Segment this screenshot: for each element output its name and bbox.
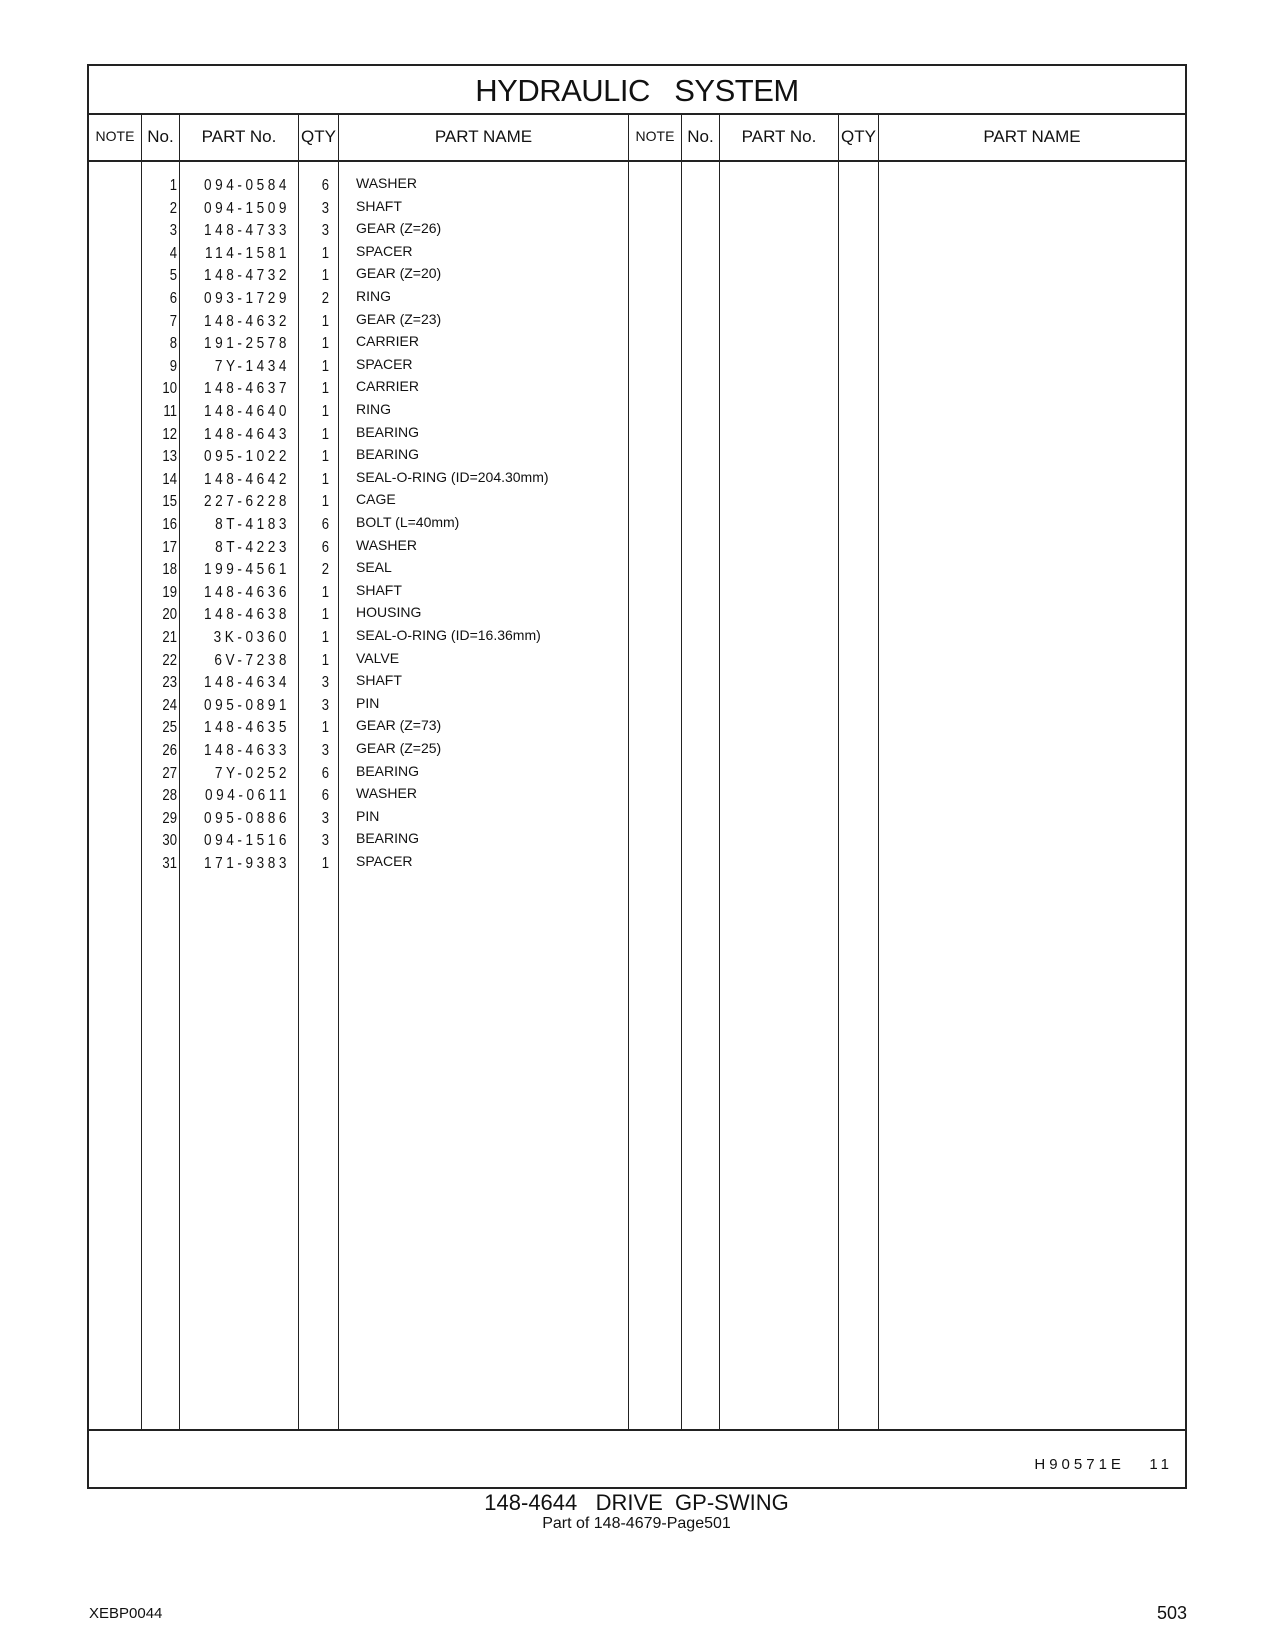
part-number-index: 20 (162, 606, 177, 624)
part-name: GEAR (Z=73) (356, 717, 442, 734)
part-name: GEAR (Z=26) (356, 220, 442, 237)
table-row (89, 423, 1185, 449)
part-number-index: 21 (162, 629, 177, 646)
part-number: 6V-7238 (214, 651, 290, 669)
table-row (89, 674, 1185, 697)
part-quantity: 1 (321, 606, 329, 624)
document-id: XEBP0044 (89, 1605, 163, 1622)
part-number: 095-0886 (203, 809, 290, 827)
part-number: 199-4561 (203, 561, 290, 579)
part-name: CARRIER (356, 333, 420, 350)
column-header-row (89, 113, 1185, 162)
part-name: RING (356, 401, 391, 417)
part-number-index: 15 (162, 493, 177, 511)
table-row (89, 536, 1185, 562)
part-number: 171-9383 (203, 855, 290, 872)
table-row (89, 649, 1185, 675)
part-name: WASHER (356, 536, 417, 553)
part-number: 191-2578 (203, 335, 290, 353)
part-quantity: 1 (321, 719, 329, 737)
table-row (89, 629, 1185, 652)
part-quantity: 6 (321, 516, 329, 533)
part-number-index: 25 (162, 719, 177, 737)
part-name: BEARING (356, 762, 420, 779)
table-row (89, 242, 1185, 268)
header-part-name-right: PART NAME (983, 127, 1081, 146)
part-number: 148-4637 (203, 380, 290, 398)
part-number-index: 24 (162, 696, 177, 714)
part-quantity: 3 (321, 696, 329, 714)
part-number: 095-1022 (203, 448, 290, 466)
part-name: SHAFT (356, 672, 402, 689)
header-no-left: No. (147, 127, 174, 146)
part-quantity: 1 (321, 470, 329, 488)
part-number-index: 29 (162, 809, 177, 827)
part-name: GEAR (Z=20) (356, 265, 442, 282)
part-name: SEAL (356, 559, 392, 576)
part-quantity: 1 (321, 651, 329, 669)
part-quantity: 1 (321, 357, 329, 375)
part-quantity: 3 (321, 809, 329, 827)
part-quantity: 1 (321, 244, 329, 262)
part-name: GEAR (Z=23) (356, 310, 442, 327)
header-qty-right: QTY (841, 127, 876, 146)
table-row (89, 355, 1185, 381)
part-number: 3K-0360 (213, 629, 290, 646)
part-number: 148-4632 (203, 312, 290, 330)
header-no-right: No. (687, 127, 714, 146)
part-quantity: 1 (321, 403, 329, 420)
parts-list-frame (87, 64, 1187, 1489)
part-name: SEAL-O-RING (ID=204.30mm) (356, 468, 549, 485)
part-number: 094-0584 (203, 177, 290, 194)
part-quantity: 3 (321, 832, 329, 850)
part-quantity: 3 (321, 742, 329, 759)
part-quantity: 1 (321, 448, 329, 466)
header-part-no-right: PART No. (741, 127, 817, 146)
part-number-index: 22 (162, 651, 177, 669)
part-number: 094-1509 (203, 199, 290, 217)
part-number-index: 3 (169, 222, 177, 240)
drawing-reference: H90571E 11 (1034, 1456, 1173, 1473)
part-number: 095-0891 (203, 696, 290, 714)
table-row (89, 516, 1185, 539)
table-row (89, 855, 1185, 878)
part-number-index: 10 (162, 380, 177, 398)
table-row (89, 606, 1185, 629)
part-name: SPACER (356, 355, 413, 372)
part-name: SPACER (356, 853, 413, 869)
part-quantity: 1 (321, 855, 329, 872)
part-number: 148-4732 (203, 267, 290, 285)
table-row (89, 561, 1185, 584)
part-quantity: 1 (321, 583, 329, 601)
part-number-index: 23 (162, 674, 177, 692)
table-row (89, 694, 1185, 720)
part-number: 7Y-0252 (214, 764, 290, 782)
part-name: CARRIER (356, 378, 420, 395)
header-part-no-left: PART No. (201, 127, 277, 146)
table-row (89, 335, 1185, 358)
part-number: 148-4640 (203, 403, 290, 420)
part-quantity: 1 (321, 629, 329, 646)
table-row (89, 177, 1185, 200)
table-row (89, 762, 1185, 788)
part-quantity: 6 (321, 177, 329, 194)
table-row (89, 719, 1185, 742)
table-row (89, 222, 1185, 245)
part-quantity: 3 (321, 199, 329, 217)
header-part-name-left: PART NAME (434, 127, 533, 146)
part-number-index: 5 (169, 267, 177, 285)
table-row (89, 290, 1185, 313)
part-number-index: 14 (162, 470, 177, 488)
page-number: 503 (1156, 1603, 1187, 1623)
part-number: 148-4733 (203, 222, 290, 240)
part-quantity: 6 (321, 764, 329, 782)
part-quantity: 1 (321, 425, 329, 443)
part-quantity: 1 (321, 335, 329, 353)
part-name: SHAFT (356, 197, 402, 214)
part-number: 094-0611 (204, 787, 290, 805)
table-row (89, 448, 1185, 471)
part-number: 148-4635 (203, 719, 290, 737)
part-number: 148-4638 (203, 606, 290, 624)
part-quantity: 1 (321, 380, 329, 398)
part-name: PIN (356, 694, 380, 711)
part-name: HOUSING (356, 604, 422, 621)
part-quantity: 3 (321, 222, 329, 240)
table-row (89, 468, 1185, 494)
part-number: 7Y-1434 (214, 357, 290, 375)
table-row (89, 807, 1185, 833)
part-number-index: 8 (169, 335, 177, 353)
part-quantity: 3 (321, 674, 329, 692)
part-quantity: 1 (321, 493, 329, 511)
table-row (89, 267, 1185, 290)
part-number-index: 17 (162, 538, 177, 556)
part-number: 148-4633 (203, 742, 290, 759)
table-row (89, 403, 1185, 426)
table-row (89, 197, 1185, 223)
part-number-index: 7 (169, 312, 177, 330)
table-row (89, 310, 1185, 336)
part-quantity: 1 (321, 267, 329, 285)
part-number-index: 11 (163, 403, 177, 420)
part-number-index: 4 (169, 244, 177, 262)
part-name: BEARING (356, 446, 420, 463)
table-row (89, 493, 1185, 516)
part-number: 093-1729 (203, 290, 290, 307)
part-name: SPACER (356, 242, 413, 259)
part-number-index: 28 (162, 787, 177, 805)
part-number: 094-1516 (203, 832, 290, 850)
part-number: 148-4642 (203, 470, 290, 488)
part-name: WASHER (356, 785, 417, 802)
part-number-index: 2 (169, 199, 177, 217)
part-name: RING (356, 288, 391, 304)
part-number: 148-4643 (203, 425, 290, 443)
part-quantity: 1 (321, 312, 329, 330)
part-quantity: 6 (321, 538, 329, 556)
part-number: 8T-4223 (215, 538, 290, 556)
part-number-index: 26 (162, 742, 177, 759)
part-name: SHAFT (356, 581, 402, 598)
table-bottom-rule (89, 1429, 1185, 1431)
part-name: GEAR (Z=25) (356, 740, 442, 756)
part-name: BEARING (356, 423, 420, 440)
part-name: PIN (356, 807, 380, 824)
header-note-right: NOTE (635, 128, 675, 144)
part-number-index: 30 (162, 832, 177, 850)
table-row (89, 832, 1185, 855)
part-number: 148-4634 (203, 674, 290, 692)
part-quantity: 6 (321, 787, 329, 805)
table-row (89, 742, 1185, 765)
part-quantity: 2 (321, 561, 329, 579)
assembly-title: 148-4644 DRIVE GP-SWING (484, 1490, 789, 1515)
part-quantity: 2 (321, 290, 329, 307)
part-number-index: 16 (162, 516, 177, 533)
part-number-index: 12 (162, 425, 177, 443)
part-number-index: 9 (169, 357, 177, 375)
header-qty-left: QTY (301, 127, 336, 146)
part-number: 114-1581 (204, 244, 290, 262)
part-name: BEARING (356, 830, 420, 847)
header-note-left: NOTE (95, 128, 135, 144)
table-row (89, 380, 1185, 403)
part-name: CAGE (356, 491, 396, 508)
part-name: SEAL-O-RING (ID=16.36mm) (356, 627, 541, 643)
part-number-index: 1 (169, 177, 177, 194)
section-title: HYDRAULIC SYSTEM (89, 66, 1185, 115)
part-number-index: 13 (162, 448, 177, 466)
part-number-index: 27 (162, 764, 177, 782)
part-name: BOLT (L=40mm) (356, 514, 460, 530)
part-number: 227-6228 (203, 493, 290, 511)
part-name: VALVE (356, 649, 400, 666)
part-number-index: 19 (162, 583, 177, 601)
part-number-index: 6 (169, 290, 177, 307)
part-name: WASHER (356, 175, 417, 191)
part-number: 148-4636 (203, 583, 290, 601)
assembly-subtitle: Part of 148-4679-Page501 (542, 1515, 731, 1532)
table-row (89, 581, 1185, 607)
part-number-index: 31 (162, 855, 177, 872)
part-number-index: 18 (162, 561, 177, 579)
part-number: 8T-4183 (215, 516, 290, 533)
table-row (89, 787, 1185, 810)
